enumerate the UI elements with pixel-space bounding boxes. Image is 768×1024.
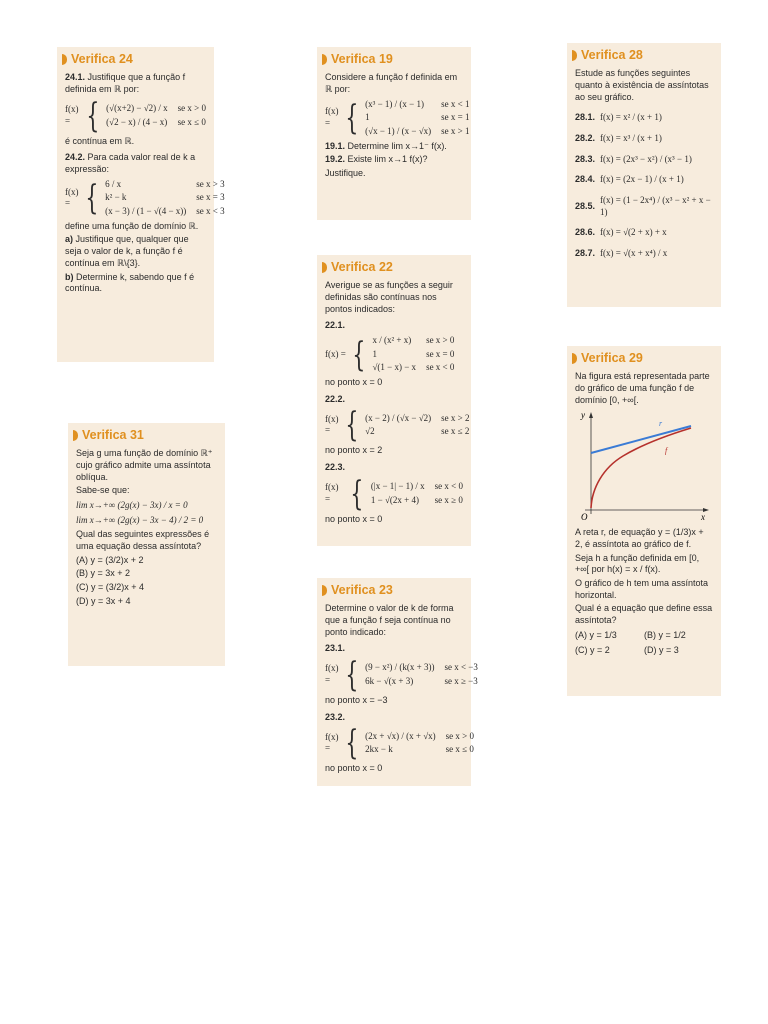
item-expression: f(x) = (2x − 1) / (x + 1): [600, 174, 684, 185]
cases: [105, 179, 224, 218]
case-expr: 1: [372, 348, 377, 359]
origin-label: O: [581, 512, 588, 523]
function-label: f(x) =: [65, 103, 79, 126]
case-cond: se x ≥ 0: [434, 494, 463, 505]
options-grid: [575, 630, 713, 656]
function-label: f(x) =: [325, 348, 346, 359]
intro-text: Seja g uma função de domínio ℝ⁺ cujo gráfico admite uma assíntota oblíqua.: [76, 448, 213, 482]
case-expr: (9 − x²) / (k(x + 3)): [365, 662, 435, 673]
function-label: f(x) =: [325, 106, 339, 129]
y-axis-arrow-icon: [589, 412, 593, 418]
card-verifica-29: [567, 346, 721, 696]
function-label: f(x) =: [325, 413, 339, 436]
brace-icon: {: [344, 98, 358, 139]
item-b: [65, 272, 206, 295]
item-number: 28.7.: [575, 248, 596, 259]
question-number: 19.1.: [325, 140, 346, 151]
case-expr: 1: [365, 112, 370, 123]
case-cond: se x ≤ 0: [177, 116, 206, 127]
brace-icon: {: [84, 178, 98, 219]
case-cond: se x > 0: [177, 102, 206, 113]
question-number: 22.3.: [325, 462, 346, 473]
point-text: no ponto x = 0: [325, 763, 383, 774]
title-text: Verifica 31: [82, 428, 144, 442]
case-expr: 6 / x: [105, 178, 122, 189]
question-19-1: [325, 141, 463, 153]
point-text: no ponto x = −3: [325, 695, 388, 705]
option-b: (B) y = 1/2: [644, 629, 686, 640]
case-cond: se x = 0: [426, 348, 455, 359]
case-cond: se x < 3: [196, 206, 225, 217]
brace-icon: {: [344, 405, 358, 446]
title-marker-icon: [322, 54, 327, 65]
line-r: [591, 426, 691, 456]
card-verifica-22: [317, 255, 471, 546]
question-number: 22.1.: [325, 320, 346, 331]
option-d: (D) y = 3: [644, 644, 679, 655]
question-text: Para cada valor real de k a expressão:: [65, 152, 196, 174]
point-text: no ponto x = 0: [325, 377, 383, 388]
item-number: 28.5.: [575, 200, 596, 211]
question-24-1: [65, 72, 206, 95]
card-title: [322, 582, 463, 598]
item-a: [65, 234, 206, 269]
question-end: define uma função de domínio ℝ.: [65, 220, 199, 231]
case-cond: se x ≤ 0: [445, 744, 474, 755]
title-marker-icon: [62, 54, 67, 65]
title-marker-icon: [572, 50, 577, 61]
brace-icon: {: [352, 334, 366, 375]
question-text: Qual das seguintes expressões é uma equação dessa assíntota?: [76, 529, 210, 552]
case-expr: k² − k: [105, 192, 127, 203]
intro-text: Averigue se as funções a seguir definidas são contínuas nos pontos indicados:: [325, 280, 453, 314]
function-item: [575, 195, 713, 218]
brace-icon: {: [85, 95, 99, 136]
question-number: 23.1.: [325, 643, 346, 654]
option-b: (B) y = 3x + 2: [76, 568, 131, 579]
case-expr: x / (x² + x): [372, 335, 412, 345]
cases: [365, 731, 474, 756]
case-expr: (√2 − x) / (4 − x): [106, 116, 168, 127]
card-verifica-28: [567, 43, 721, 307]
case-cond: se x = 1: [441, 112, 470, 123]
brace-icon: {: [344, 655, 358, 695]
piecewise-function: [325, 405, 470, 446]
brace-icon: {: [350, 473, 364, 514]
function-list: [575, 112, 713, 260]
item-expression: f(x) = x² / (x + 1): [600, 112, 662, 123]
option-c: (C) y = 2: [575, 644, 610, 655]
item-number: 28.3.: [575, 153, 596, 164]
item-expression: f(x) = √(x + x⁴) / x: [600, 248, 668, 259]
item-text: Justifique que, qualquer que seja o valor de k, a função f é contínua em ℝ\{3}.: [65, 234, 189, 268]
item-expression: f(x) = x³ / (x + 1): [600, 133, 662, 143]
option-a: (A) y = (3/2)x + 2: [76, 554, 144, 565]
cases: [106, 103, 206, 128]
intro-text: Determine o valor de k de forma que a função f seja contínua no ponto indicado:: [325, 603, 454, 637]
title-text: Verifica 23: [331, 583, 393, 597]
title-text: Verifica 29: [581, 351, 643, 365]
item-text: Determine k, sabendo que f é contínua.: [65, 271, 195, 294]
item-expression: f(x) = √(2 + x) + x: [600, 227, 667, 238]
cases: [371, 481, 463, 506]
case-cond: se x > 1: [441, 126, 470, 136]
point-text: no ponto x = 2: [325, 445, 383, 456]
case-cond: se x > 0: [426, 335, 455, 345]
question-number: 23.2.: [325, 711, 346, 722]
item-number: 28.6.: [575, 227, 596, 238]
card-title: [73, 427, 217, 443]
piecewise-function: [325, 98, 470, 139]
case-expr: (x³ − 1) / (x − 1): [365, 98, 424, 109]
h-definition: Seja h a função definida em [0, +∞[ por h(x) = x / f(x).: [575, 552, 700, 575]
question-text: Justifique que a função f definida em ℝ por:: [65, 72, 186, 94]
known-text: Sabe-se que:: [76, 485, 130, 496]
case-cond: se x > 0: [445, 730, 474, 741]
title-text: Verifica 28: [581, 48, 643, 62]
function-graph: [573, 408, 713, 523]
case-expr: (|x − 1| − 1) / x: [370, 481, 425, 492]
y-axis-label: y: [581, 410, 585, 421]
card-title: [322, 259, 463, 275]
card-title: [572, 350, 713, 366]
point-text: no ponto x = 0: [325, 513, 383, 524]
question-text: Existe lim x→1 f(x)?: [347, 154, 428, 165]
title-text: Verifica 22: [331, 260, 393, 274]
case-expr: √(1 − x) − x: [372, 362, 417, 373]
card-verifica-31: [68, 423, 225, 666]
function-item: [575, 112, 713, 124]
line-r-text: A reta r, de equação y = (1/3)x + 2, é assíntota ao gráfico de f.: [575, 527, 704, 549]
function-item: [575, 154, 713, 166]
function-label: f(x) =: [325, 731, 339, 754]
card-verifica-23: [317, 578, 478, 786]
question-number: 24.1.: [65, 72, 86, 83]
cases: [372, 335, 454, 374]
title-text: Verifica 19: [331, 52, 393, 66]
intro-text: Estude as funções seguintes quanto à existência de assíntotas ao seu gráfico.: [575, 68, 709, 102]
question-text: Determine lim x→1⁻ f(x).: [347, 140, 447, 151]
question-24-2: [65, 152, 206, 175]
piecewise-function: [65, 178, 225, 219]
curve-f-label: f: [665, 446, 668, 456]
item-number: 28.2.: [575, 133, 596, 143]
case-cond: se x = 3: [196, 192, 225, 203]
case-cond: se x ≤ 2: [441, 426, 470, 437]
piecewise-function: [325, 723, 474, 764]
case-cond: se x < 1: [441, 98, 470, 109]
limit-expression: lim x→+∞ (2g(x) − 3x) / x = 0: [76, 500, 188, 510]
title-marker-icon: [322, 262, 327, 273]
limit-expression: lim x→+∞ (2g(x) − 3x − 4) / 2 = 0: [76, 514, 204, 525]
case-expr: (√(x+2) − √2) / x: [106, 102, 168, 113]
piecewise-function: [325, 655, 478, 695]
question-end: Justifique.: [325, 168, 366, 179]
question-number: 19.2.: [325, 154, 346, 165]
cases: [365, 413, 469, 438]
option-c: (C) y = (3/2)x + 4: [76, 582, 145, 593]
intro-text: Considere a função f definida em ℝ por:: [325, 72, 458, 94]
case-expr: 1 − √(2x + 4): [370, 494, 420, 505]
question-end: é contínua em ℝ.: [65, 135, 135, 146]
function-item: [575, 227, 713, 239]
case-cond: se x ≥ −3: [444, 676, 478, 686]
function-label: f(x) =: [325, 663, 339, 685]
case-expr: (x − 3) / (1 − √(4 − x)): [105, 206, 187, 217]
card-verifica-19: [317, 47, 471, 220]
question-text: Qual é a equação que define essa assíntota?: [575, 603, 713, 626]
question-number: 24.2.: [65, 152, 86, 163]
case-cond: se x < 0: [434, 481, 463, 492]
intro-text: Na figura está representada parte do gráfico de uma função f de domínio [0, +∞[.: [575, 371, 710, 405]
card-title: [62, 51, 206, 67]
case-cond: se x > 3: [196, 178, 225, 189]
x-axis-label: x: [701, 512, 705, 523]
case-cond: se x < 0: [426, 362, 455, 373]
line-r-label: r: [659, 419, 663, 429]
title-marker-icon: [572, 353, 577, 364]
piecewise-function: [325, 473, 463, 514]
function-label: f(x) =: [325, 482, 339, 504]
function-label: f(x) =: [65, 186, 79, 209]
title-marker-icon: [73, 430, 78, 441]
case-cond: se x > 2: [441, 412, 470, 423]
item-expression: f(x) = (1 − 2x⁴) / (x³ − x² + x − 1): [600, 195, 711, 217]
case-expr: (x − 2) / (√x − √2): [365, 412, 432, 423]
cases: [365, 662, 478, 687]
title-text: Verifica 24: [71, 52, 133, 66]
case-expr: (2x + √x) / (x + √x): [365, 730, 436, 741]
case-expr: √2: [365, 426, 375, 437]
item-number: 28.4.: [575, 174, 596, 185]
question-number: 22.2.: [325, 393, 346, 404]
case-expr: (√x − 1) / (x − √x): [365, 126, 432, 136]
cases: [365, 99, 469, 138]
question-19-2: [325, 154, 463, 166]
case-expr: 6k − √(x + 3): [365, 676, 414, 686]
item-label: a): [65, 234, 74, 245]
function-item: [575, 174, 713, 186]
card-verifica-24: [57, 47, 225, 362]
case-cond: se x < −3: [444, 662, 478, 673]
h-property: O gráfico de h tem uma assíntota horizontal.: [575, 578, 709, 600]
brace-icon: {: [344, 723, 358, 764]
function-item: [575, 248, 713, 260]
piecewise-function: [65, 95, 206, 136]
item-expression: f(x) = (2x³ − x²) / (x³ − 1): [600, 153, 692, 164]
piecewise-function: [325, 335, 463, 374]
title-marker-icon: [322, 585, 327, 596]
option-d: (D) y = 3x + 4: [76, 595, 131, 606]
case-expr: 2kx − k: [365, 744, 393, 755]
item-number: 28.1.: [575, 112, 596, 123]
card-title: [322, 51, 463, 67]
item-label: b): [65, 271, 74, 282]
function-item: [575, 133, 713, 145]
card-title: [572, 47, 713, 63]
option-a: (A) y = 1/3: [575, 629, 617, 640]
